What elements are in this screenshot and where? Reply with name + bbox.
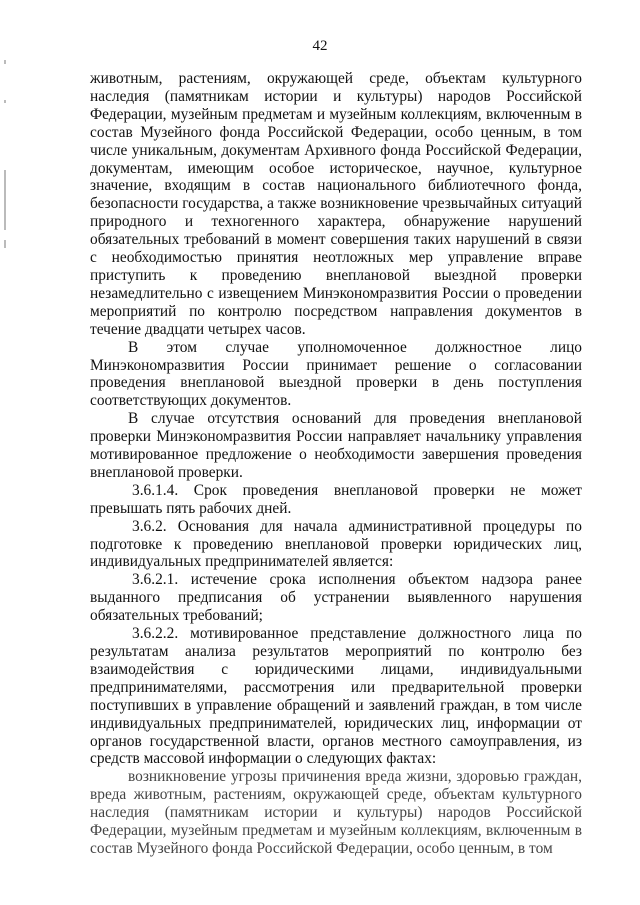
paragraph: 3.6.1.4. Срок проведения внеплановой проверки не может превышать пять рабочих дней. [90,481,582,517]
paragraph: 3.6.2.1. истечение срока исполнения объектом надзора ранее выданного предписания об устранении выявленного нарушения обязательных требований; [90,571,582,625]
document-body [90,70,582,858]
page-number: 42 [312,38,328,54]
margin-marks [4,60,10,260]
paragraph: 3.6.2. Основания для начала административной процедуры по подготовке к проведению внеплановой проверки юридических лиц, индивидуальных предпринимателей является: [90,517,582,571]
paragraph: животным, растениям, окружающей среде, объектам культурного наследия (памятникам истории и культуры) народов Российской Федерации, музейным предметам и музейным коллекциям, включенным в состав Музейного фонда Российской Федерации, особо ценным, в том числе уникальным, документам Архивного фонда Российской Федерации, документам, имеющим особое историческое, научное, культурное значение, входящим в состав национального библиотечного фонда, безопасности государства, а также возникновение чрезвычайных ситуаций природного и техногенного характера, обнаружение нарушений обязательных требований в момент совершения таких нарушений в связи с необходимостью принятия неотложных мер управление вправе приступить к проведению внеплановой выездной проверки незамедлительно с извещением Минэкономразвития России о проведении мероприятий по контролю посредством направления документов в течение двадцати четырех часов. [90,70,582,338]
paragraph: возникновение угрозы причинения вреда жизни, здоровью граждан, вреда животным, растениям, окружающей среде, объектам культурного наследия (памятникам истории и культуры) народов Российской Федерации, музейным предметам и музейным коллекциям, включенным в состав Музейного фонда Российской Федерации, особо ценным, в том [90,768,582,857]
paragraph: В случае отсутствия оснований для проведения внеплановой проверки Минэкономразвития России направляет начальнику управления мотивированное предложение о необходимости завершения проведения внеплановой проверки. [90,410,582,481]
paragraph: В этом случае уполномоченное должностное лицо Минэкономразвития России принимает решение о согласовании проведения внеплановой выездной проверки в день поступления соответствующих документов. [90,338,582,410]
paragraph: 3.6.2.2. мотивированное представление должностного лица по результатам анализа результатов мероприятий по контролю без взаимодействия с юридическими лицами, индивидуальными предпринимателями, рассмотрения или предварительной проверки поступивших в управление обращений и заявлений граждан, в том числе индивидуальных предпринимателей, юридических лиц, информации от органов государственной власти, органов местного самоуправления, из средств массовой информации о следующих фактах: [90,625,582,768]
